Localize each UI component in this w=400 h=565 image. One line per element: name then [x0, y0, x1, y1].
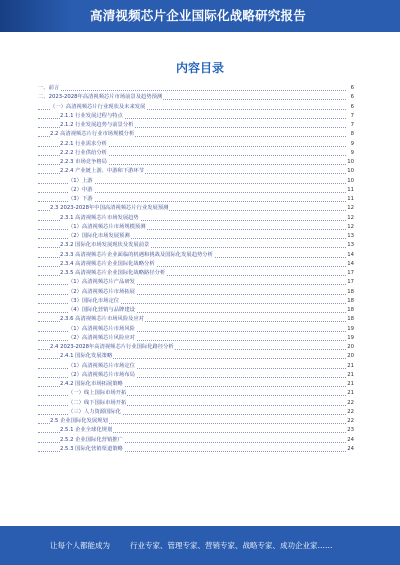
toc-entry-label: （3）国际化市场定位	[68, 297, 120, 306]
toc-entry-page: 7	[350, 112, 354, 121]
toc-entry[interactable]	[38, 325, 354, 334]
toc-entry[interactable]	[38, 251, 354, 260]
toc-entry-label: （2）高清视频芯片风险应对	[68, 334, 136, 343]
toc-entry-label: 2.3.1 高清视频芯片市场发展趋势	[60, 214, 140, 223]
toc-entry-page: 13	[346, 232, 354, 241]
toc-entry-page: 7	[350, 121, 354, 130]
toc-entry-label: （2）中游	[68, 186, 94, 195]
toc-entry-page: 6	[350, 93, 354, 102]
toc-entry[interactable]	[38, 112, 354, 121]
toc-entry[interactable]	[38, 380, 354, 389]
toc-entry[interactable]	[38, 352, 354, 361]
toc-entry-label: （1）高清视频芯片市场风险	[68, 325, 136, 334]
toc-entry-label: （二）线下国际市场开拓	[68, 399, 127, 408]
toc-entry[interactable]	[38, 84, 354, 93]
toc-entry[interactable]	[38, 186, 354, 195]
toc-entry-label: 2.3.6 高清视频芯片市场风险及应对	[60, 315, 145, 324]
toc-entry-page: 18	[346, 306, 354, 315]
toc-entry-label: 2.2.2 行业供给分析	[60, 149, 108, 158]
toc-entry[interactable]	[38, 426, 354, 435]
toc-entry[interactable]	[38, 93, 354, 102]
toc-entry-label: （3）下游	[68, 195, 94, 204]
toc-entry-page: 17	[346, 278, 354, 287]
toc-entry[interactable]	[38, 288, 354, 297]
toc-entry-page: 11	[346, 195, 354, 204]
toc-entry-page: 6	[350, 84, 354, 93]
toc-entry[interactable]	[38, 371, 354, 380]
toc-entry-page: 12	[346, 214, 354, 223]
footer-banner	[0, 526, 400, 565]
footer-slogan-left: 让每个人都能成为	[50, 541, 110, 550]
toc-entry[interactable]	[38, 417, 354, 426]
toc-entry-page: 9	[350, 149, 354, 158]
toc-entry-page: 14	[346, 260, 354, 269]
toc-entry-page: 21	[346, 362, 354, 371]
toc-entry-page: 19	[346, 334, 354, 343]
toc-entry[interactable]	[38, 389, 354, 398]
toc-entry-page: 17	[346, 269, 354, 278]
toc-entry-label: （4）国际化营销与品牌建设	[68, 306, 136, 315]
toc-entry-label: 2.3.5 高清视频芯片企业国际化战略路径分析	[60, 269, 166, 278]
toc-leader-dots	[38, 90, 346, 91]
toc-entry-page: 21	[346, 389, 354, 398]
toc-entry-page: 22	[346, 399, 354, 408]
toc-entry-label: 2.3.4 高清视频芯片企业国际化战略分析	[60, 260, 156, 269]
toc-entry-page: 22	[346, 417, 354, 426]
toc-entry-page: 21	[346, 371, 354, 380]
toc-entry[interactable]	[38, 130, 354, 139]
toc-entry-page: 18	[346, 288, 354, 297]
toc-entry-label: （2）国际化市场发展预测	[68, 232, 131, 241]
toc-entry[interactable]	[38, 103, 354, 112]
toc-entry-page: 6	[350, 103, 354, 112]
toc-entry[interactable]	[38, 195, 354, 204]
toc-entry-label: 2.1.1 行业发展过程与特点	[60, 112, 124, 121]
table-of-contents	[38, 84, 354, 454]
toc-entry-label: 2.5.1 企业全球化规划	[60, 426, 113, 435]
toc-entry-page: 20	[346, 352, 354, 361]
footer-slogan-right: 行业专家、管理专家、营销专家、战略专家、成功企业家……	[130, 541, 333, 550]
toc-entry-page: 11	[346, 186, 354, 195]
toc-entry-label: 2.3.2 国际化市场发展现状及发展前景	[60, 241, 150, 250]
toc-entry-label: （1）高清视频芯片产品研发	[68, 278, 136, 287]
toc-entry[interactable]	[38, 436, 354, 445]
toc-entry-page: 24	[346, 436, 354, 445]
toc-entry[interactable]	[38, 177, 354, 186]
toc-entry[interactable]	[38, 334, 354, 343]
toc-entry-label: 2.5 企业国际化发展规划	[50, 417, 109, 426]
toc-entry[interactable]	[38, 241, 354, 250]
header-accent-bar	[0, 0, 72, 32]
toc-entry[interactable]	[38, 315, 354, 324]
toc-entry-label: 2.5.2 企业国际化营销推广	[60, 436, 124, 445]
toc-entry[interactable]	[38, 232, 354, 241]
toc-entry-label: 二、2023-2028年高清视频芯片市场前景及趋势预测	[38, 93, 163, 102]
toc-entry-page: 22	[346, 408, 354, 417]
toc-entry[interactable]	[38, 278, 354, 287]
toc-entry-page: 13	[346, 241, 354, 250]
toc-entry[interactable]	[38, 343, 354, 352]
toc-entry-page: 18	[346, 315, 354, 324]
toc-entry[interactable]	[38, 445, 354, 454]
toc-entry-page: 9	[350, 140, 354, 149]
toc-entry[interactable]	[38, 140, 354, 149]
toc-entry-label: 2.1.2 行业发展趋势与前景分析	[60, 121, 134, 130]
toc-entry-label: 2.3 2023-2028年中国高清视频芯片行业发展预测	[50, 204, 169, 213]
toc-entry-page: 21	[346, 380, 354, 389]
toc-entry-label: （1）上游	[68, 177, 94, 186]
toc-entry[interactable]	[38, 260, 354, 269]
toc-entry-page: 12	[346, 223, 354, 232]
toc-entry-label: 一、前言	[38, 84, 60, 93]
report-title: 高清视频芯片企业国际化战略研究报告	[90, 8, 306, 23]
toc-entry[interactable]	[38, 149, 354, 158]
toc-entry[interactable]	[38, 204, 354, 213]
toc-entry-label: 2.2.1 行业需求分析	[60, 140, 108, 149]
toc-entry-label: （一）线上国际市场开拓	[68, 389, 127, 398]
header-banner	[0, 0, 400, 32]
toc-entry-page: 10	[346, 158, 354, 167]
toc-entry-page: 18	[346, 297, 354, 306]
toc-entry-label: （1）高清视频芯片市场规模预测	[68, 223, 147, 232]
toc-entry-label: 2.2.3 市场竞争格局	[60, 158, 108, 167]
toc-entry-page: 10	[346, 177, 354, 186]
toc-entry[interactable]	[38, 269, 354, 278]
toc-entry[interactable]	[38, 167, 354, 176]
toc-entry-page: 20	[346, 343, 354, 352]
toc-entry-label: 2.5.3 国际化营销渠道策略	[60, 445, 124, 454]
toc-entry-label: （一）高清视频芯片行业现状及未来发展	[50, 103, 146, 112]
toc-entry[interactable]	[38, 399, 354, 408]
toc-entry[interactable]	[38, 297, 354, 306]
toc-entry-label: 2.2.4 产业链上游、中游和下游环节	[60, 167, 145, 176]
toc-entry[interactable]	[38, 306, 354, 315]
toc-entry-page: 19	[346, 325, 354, 334]
toc-entry-label: （2）高清视频芯片市场布局	[68, 371, 136, 380]
toc-entry[interactable]	[38, 121, 354, 130]
toc-entry-page: 10	[346, 167, 354, 176]
toc-entry-label: 2.4.1 国际化发展策略	[60, 352, 113, 361]
toc-entry-page: 8	[350, 130, 354, 139]
toc-entry-page: 23	[346, 426, 354, 435]
toc-entry-label: （三）人力资源国际化	[68, 408, 122, 417]
toc-entry[interactable]	[38, 408, 354, 417]
toc-entry-label: （2）高清视频芯片市场拓展	[68, 288, 136, 297]
toc-entry-page: 24	[346, 445, 354, 454]
toc-entry[interactable]	[38, 362, 354, 371]
toc-entry[interactable]	[38, 214, 354, 223]
toc-entry-label: 2.4.2 国际化市场拓展策略	[60, 380, 124, 389]
toc-heading: 内容目录	[175, 61, 224, 75]
toc-entry-label: 2.4 2023-2028年高清视频芯片行业国际化路径分析	[50, 343, 175, 352]
toc-entry-label: 2.2 高清视频芯片行业市场规模分析	[50, 130, 135, 139]
toc-entry-page: 12	[346, 204, 354, 213]
toc-entry-page: 14	[346, 251, 354, 260]
toc-entry-label: （1）高清视频芯片市场定位	[68, 362, 136, 371]
toc-entry[interactable]	[38, 158, 354, 167]
toc-entry[interactable]	[38, 223, 354, 232]
toc-entry-label: 2.3.3 高清视频芯片企业面临的机遇和挑战及国际化发展趋势分析	[60, 251, 214, 260]
